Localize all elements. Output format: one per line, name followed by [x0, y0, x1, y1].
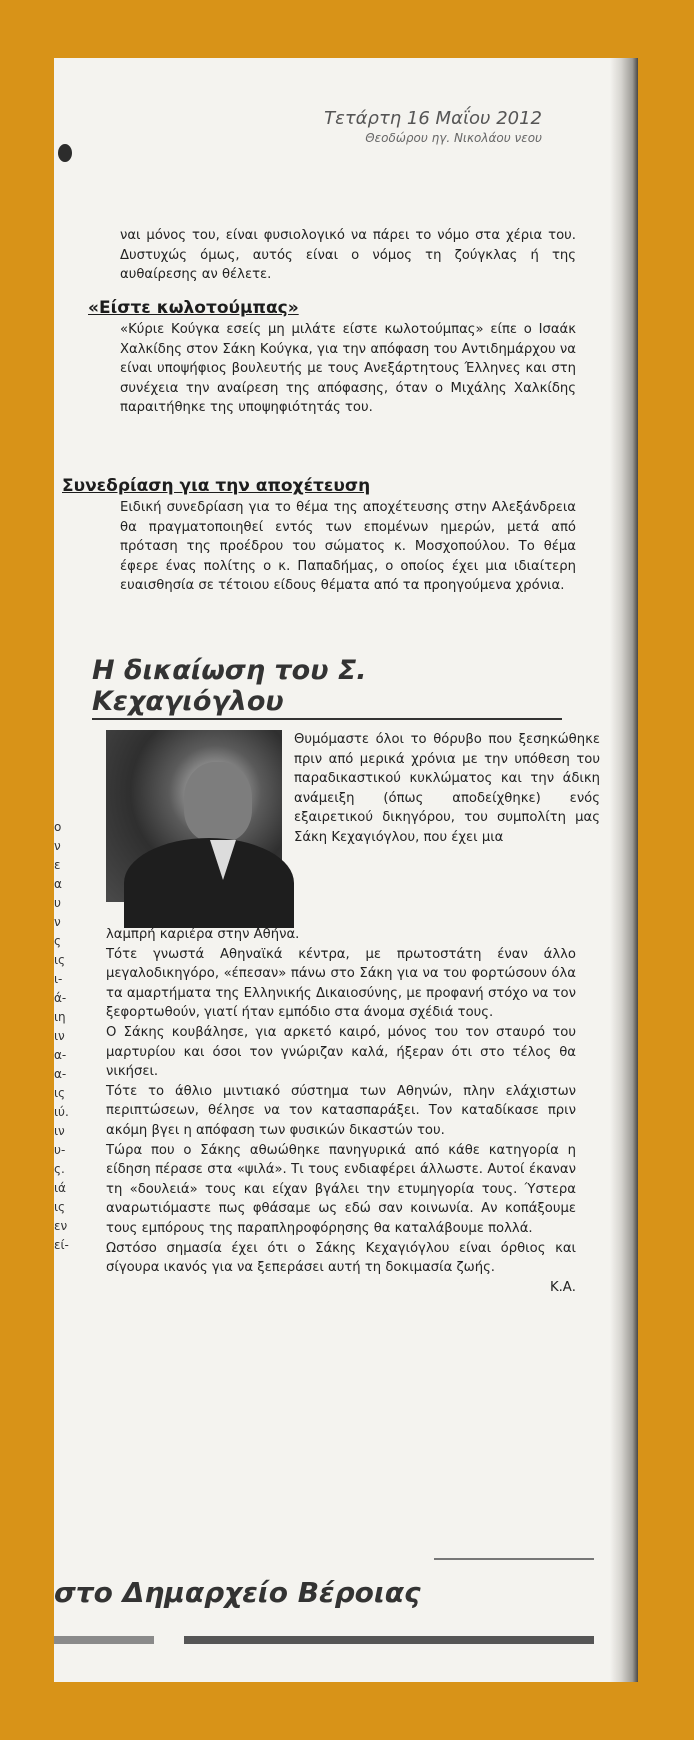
article-side-text: Θυμόμαστε όλοι το θόρυβο που ξεσηκώθηκε πριν από μερικά χρόνια με την υπόθεση του παραδικαστικού κυκλώματος και την άδικη ανάμειξη (όπως αποδείχθηκε) ενός εξαιρετικού δικηγόρου, του συμπολίτη μας Σάκη Κεχαγιόγλου, που έχει μια	[294, 732, 600, 845]
article-p2: Τότε γνωστά Αθηναϊκά κέντρα, με πρωτοστάτη έναν άλλο μεγαλοδικηγόρο, «έπεσαν» πάνω στο Σάκη για να του φορτώσουν όλα τα αμαρτήματα της Ελληνικής Δικαιοσύνης, με προφανή στόχο να τον ξεφορτωθούν, γιατί ήταν εμπόδιο στα άνομα σχέδιά τους.	[106, 946, 576, 1021]
issue-date: Τετάρτη 16 Μαΐου 2012	[324, 108, 542, 129]
divider	[54, 1636, 154, 1644]
address-line: Θεοδώρου ηγ. Νικολάου νεου	[365, 131, 542, 145]
section1-heading: «Είστε κωλοτούμπας»	[88, 298, 299, 318]
next-article-headline: στο Δημαρχείο Βέροιας	[54, 1576, 421, 1609]
article-p1: λαμπρή καριέρα στην Αθήνα.	[106, 927, 300, 942]
article-headline: Η δικαίωση του Σ. Κεχαγιόγλου	[92, 655, 562, 720]
divider	[434, 1558, 594, 1560]
ink-blot	[58, 144, 72, 162]
article-p4: Τότε το άθλιο μιντιακό σύστημα των Αθηνών, πλην ελάχιστων περιπτώσεων, θέλησε να τον κατασπαράξει. Τον καταδίκασε πριν ακόμη βγει η απόφαση των φυσικών δικαστών του.	[106, 1083, 576, 1138]
section2-heading: Συνεδρίαση για την αποχέτευση	[62, 476, 371, 496]
dateline	[324, 108, 542, 145]
intro-paragraph	[120, 226, 576, 285]
section2-body	[120, 498, 576, 596]
article-p3: Ο Σάκης κουβάλησε, για αρκετό καιρό, μόνος του τον σταυρό του μαρτυρίου και όσοι τον γνώριζαν καλά, ήξεραν ότι στο τέλος θα νικήσει.	[106, 1024, 576, 1080]
section1-body	[120, 320, 576, 418]
article-p5: Τώρα που ο Σάκης αθωώθηκε πανηγυρικά από κάθε κατηγορία η είδηση πέρασε στα «ψιλά». Τι τους ενδιαφέρει άλλωστε. Αυτοί έκαναν τη «δουλειά» τους και είχαν βγάλει την ετυμηγορία τους. Ύστερα αναρωτιόμαστε πως φθάσαμε ως εδώ σαν κοινωνία. Αν κοπάξουμε τους εμπόρους της παραπληροφόρησης θα καταλάβουμε πολλά.	[106, 1142, 576, 1236]
article-p6: Ωστόσο σημασία έχει ότι ο Σάκης Κεχαγιόγλου είναι όρθιος και σίγουρα ικανός για να ξεπεράσει αυτή τη δοκιμασία ζωής.	[106, 1240, 576, 1276]
article-side-column	[294, 730, 600, 848]
section2-text: Ειδική συνεδρίαση για το θέμα της αποχέτευσης στην Αλεξάνδρεια θα πραγματοποιηθεί εντός των επομένων ημερών, μετά από πρόταση της προέδρου του σώματος κ. Μοσχοπούλου. Το θέμα έφερε ένας πολίτης ο κ. Παπαδήμας, ο οποίος έχει μια ιδιαίτερη ευαισθησία σε τέτοιου είδους θέματα από τα προηγούμενα χρόνια.	[120, 500, 576, 594]
section1-text: «Κύριε Κούγκα εσείς μη μιλάτε είστε κωλοτούμπας» είπε ο Ισαάκ Χαλκίδης στον Σάκη Κούγκα, για την απόφαση του Αντιδημάρχου να είναι υποψήφιος βουλευτής με τους Ανεξάρτητους Έλληνες και στη συνέχεια την αναίρεση της απόφασης, όταν ο Μιχάλης Χαλκίδης παραιτήθηκε της υποψηφιότητάς του.	[120, 322, 576, 416]
divider	[184, 1636, 594, 1644]
portrait-photo	[106, 730, 282, 902]
adjacent-column-fragments: ο ν ε α υ ν ς ις ι- ά- ιη ιν α- α- ις ιύ. ιν υ- ς. ιά ις εν εί-	[54, 820, 69, 1252]
article-signature: Κ.Α.	[549, 1279, 576, 1295]
article-body	[106, 925, 576, 1297]
intro-text: ναι μόνος του, είναι φυσιολογικό να πάρει το νόμο στα χέρια του. Δυστυχώς όμως, αυτός είναι ο νόμος τη ζούγκλας ή της αυθαίρεσης αν θέλετε.	[120, 228, 576, 283]
newspaper-clipping	[54, 58, 638, 1682]
